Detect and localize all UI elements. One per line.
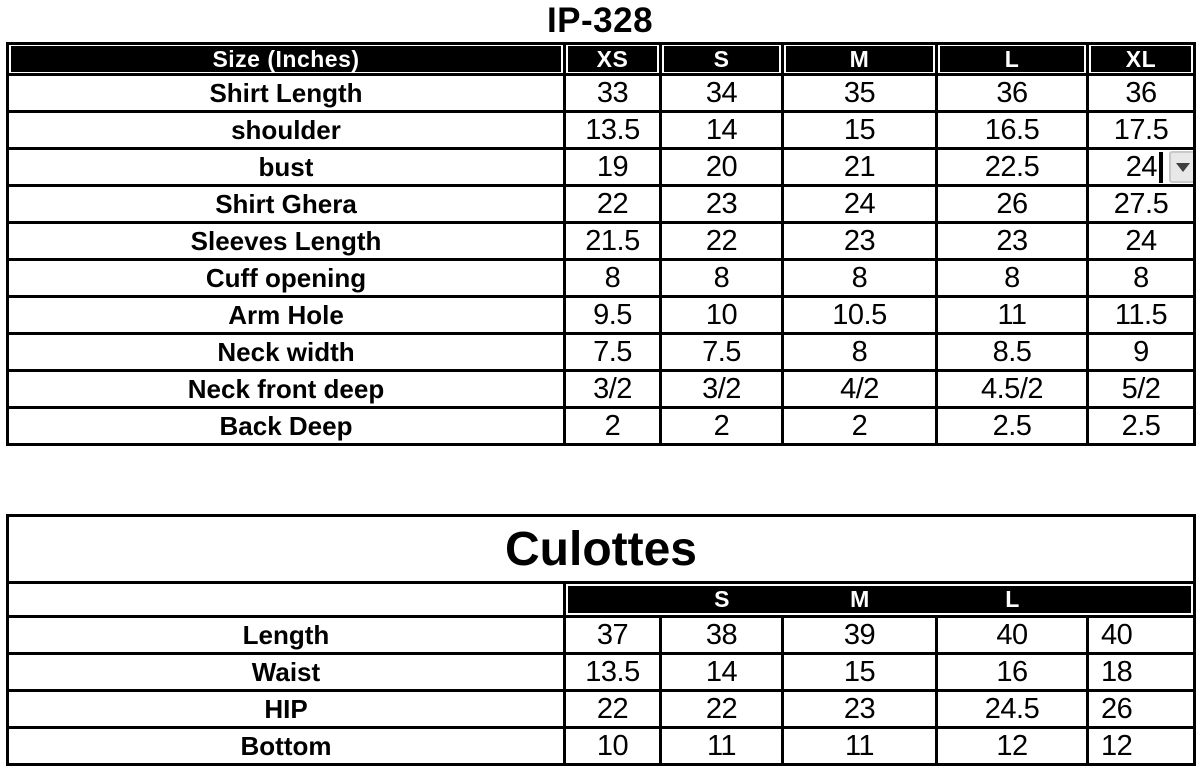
column-header-s: S (714, 586, 730, 612)
row-label-cell[interactable]: Neck front deep (8, 371, 565, 408)
sheet-title: IP-328 (546, 1, 654, 40)
size-value-cell[interactable]: 36 (937, 75, 1088, 112)
size-value-cell[interactable]: 39 (783, 617, 937, 654)
column-header-xs[interactable] (565, 44, 661, 75)
table-row (8, 186, 1195, 223)
size-value-cell[interactable]: 24.5 (937, 691, 1088, 728)
column-header-label (1088, 586, 1191, 613)
empty-header-cell[interactable] (8, 583, 565, 617)
size-value-cell[interactable]: 24 (783, 186, 937, 223)
column-header-label: M (786, 46, 933, 72)
size-value-cell[interactable]: 3/2 (661, 371, 783, 408)
size-value-cell[interactable]: 40 (937, 617, 1088, 654)
size-value-cell[interactable]: 4/2 (783, 371, 937, 408)
size-value-cell[interactable]: 12 (937, 728, 1088, 765)
size-value-cell[interactable]: 21 (783, 149, 937, 186)
dropdown-arrow-icon (1176, 163, 1190, 172)
size-value-cell[interactable]: 19 (565, 149, 661, 186)
size-value-cell[interactable]: 17.5 (1088, 112, 1195, 149)
size-value-cell[interactable]: 9 (1088, 334, 1195, 371)
table-row (8, 297, 1195, 334)
size-value-cell[interactable]: 14 (661, 112, 783, 149)
size-value-cell[interactable]: 11.5 (1088, 297, 1195, 334)
column-header-xl[interactable] (1088, 44, 1195, 75)
size-value-cell[interactable]: 8 (565, 260, 661, 297)
size-value-cell[interactable]: 13.5 (565, 654, 661, 691)
size-value-cell[interactable]: 2 (661, 408, 783, 445)
text-cursor (1159, 152, 1163, 183)
size-value-cell[interactable]: 2 (783, 408, 937, 445)
column-header-size-inches[interactable] (8, 44, 565, 75)
size-value-cell[interactable]: 26 (1088, 691, 1195, 728)
size-value-cell[interactable]: 22 (565, 691, 661, 728)
size-header-band[interactable] (565, 583, 1195, 617)
row-label-cell[interactable]: HIP (8, 691, 565, 728)
size-value-cell[interactable]: 7.5 (565, 334, 661, 371)
column-header-label: XL (1091, 46, 1191, 72)
size-value-cell[interactable]: 2 (565, 408, 661, 445)
size-value-cell[interactable]: 22.5 (937, 149, 1088, 186)
size-value-cell[interactable]: 10 (661, 297, 783, 334)
size-value-cell[interactable]: 11 (783, 728, 937, 765)
size-value-cell[interactable]: 35 (783, 75, 937, 112)
row-label-cell[interactable]: Waist (8, 654, 565, 691)
size-value-cell[interactable]: 10.5 (783, 297, 937, 334)
size-value-cell[interactable]: 5/2 (1088, 371, 1195, 408)
column-header-l: L (1005, 586, 1020, 612)
size-value-cell[interactable]: 2.5 (937, 408, 1088, 445)
size-value-cell[interactable]: 22 (565, 186, 661, 223)
size-value-cell[interactable]: 8 (1088, 260, 1195, 297)
header-row (8, 44, 1195, 75)
size-value-cell[interactable]: 8 (661, 260, 783, 297)
size-value-cell[interactable]: 16.5 (937, 112, 1088, 149)
size-value-cell[interactable]: 11 (937, 297, 1088, 334)
size-value-cell[interactable]: 2.5 (1088, 408, 1195, 445)
size-header-band-fill (568, 586, 1191, 613)
active-cell-value: 24 (1125, 150, 1157, 183)
row-label-cell[interactable]: Shirt Length (8, 75, 565, 112)
size-value-cell[interactable]: 33 (565, 75, 661, 112)
size-value-cell[interactable]: 8 (783, 260, 937, 297)
size-value-cell[interactable]: 3/2 (565, 371, 661, 408)
row-label-cell[interactable]: Neck width (8, 334, 565, 371)
dropdown-button[interactable] (1169, 151, 1195, 183)
size-value-cell[interactable]: 23 (661, 186, 783, 223)
column-header-label: Size (Inches) (11, 46, 561, 72)
table-row (8, 654, 1195, 691)
size-value-cell[interactable]: 38 (661, 617, 783, 654)
size-value-cell[interactable]: 24 (1088, 223, 1195, 260)
header-row (8, 583, 1195, 617)
column-header-label: S (664, 46, 779, 72)
size-value-cell[interactable]: 14 (661, 654, 783, 691)
size-value-cell[interactable]: 16 (937, 654, 1088, 691)
table-row (8, 223, 1195, 260)
size-value-cell[interactable]: 23 (937, 223, 1088, 260)
column-header-label: L (940, 46, 1084, 72)
row-label-cell[interactable]: Bottom (8, 728, 565, 765)
row-label-cell[interactable]: Back Deep (8, 408, 565, 445)
column-header-label: XS (568, 46, 657, 72)
size-value-cell[interactable]: 4.5/2 (937, 371, 1088, 408)
size-value-cell[interactable]: 21.5 (565, 223, 661, 260)
culottes-measurements-table (6, 514, 1196, 766)
size-value-cell[interactable]: 13.5 (565, 112, 661, 149)
table-row (8, 408, 1195, 445)
size-value-cell[interactable]: 15 (783, 112, 937, 149)
size-value-cell[interactable]: 8.5 (937, 334, 1088, 371)
row-label-cell[interactable]: shoulder (8, 112, 565, 149)
size-value-cell[interactable]: 22 (661, 223, 783, 260)
size-value-cell[interactable]: 9.5 (565, 297, 661, 334)
shirt-measurements-table (6, 42, 1196, 446)
culottes-title-row (8, 516, 1195, 583)
size-value-cell[interactable]: 34 (661, 75, 783, 112)
table-row (8, 371, 1195, 408)
column-header-s[interactable] (661, 44, 783, 75)
row-label-cell[interactable]: Length (8, 617, 565, 654)
size-value-cell[interactable]: 23 (783, 223, 937, 260)
size-value-cell[interactable]: 10 (565, 728, 661, 765)
table-row (8, 334, 1195, 371)
size-value-cell[interactable]: 11 (661, 728, 783, 765)
row-label-cell[interactable]: Arm Hole (8, 297, 565, 334)
size-value-cell[interactable]: 18 (1088, 654, 1195, 691)
active-editing-cell[interactable] (1088, 149, 1195, 186)
culottes-title: Culottes (8, 516, 1195, 583)
size-value-cell[interactable]: 40 (1088, 617, 1195, 654)
table-row (8, 728, 1195, 765)
size-value-cell[interactable]: 8 (937, 260, 1088, 297)
table-row (8, 112, 1195, 149)
row-label-cell[interactable]: Shirt Ghera (8, 186, 565, 223)
size-value-cell[interactable]: 36 (1088, 75, 1195, 112)
table-row (8, 260, 1195, 297)
column-header-m: M (850, 586, 870, 612)
size-value-cell[interactable]: 12 (1088, 728, 1195, 765)
size-value-cell[interactable]: 7.5 (661, 334, 783, 371)
size-value-cell[interactable]: 15 (783, 654, 937, 691)
table-row (8, 691, 1195, 728)
row-label-cell[interactable]: Cuff opening (8, 260, 565, 297)
size-value-cell[interactable]: 27.5 (1088, 186, 1195, 223)
column-header-label (568, 586, 661, 613)
table-row (8, 149, 1195, 186)
table-row (8, 75, 1195, 112)
row-label-cell[interactable]: bust (8, 149, 565, 186)
size-value-cell[interactable]: 22 (661, 691, 783, 728)
size-value-cell[interactable]: 20 (661, 149, 783, 186)
row-label-cell[interactable]: Sleeves Length (8, 223, 565, 260)
table-row (8, 617, 1195, 654)
column-header-l[interactable] (937, 44, 1088, 75)
size-value-cell[interactable]: 23 (783, 691, 937, 728)
size-value-cell[interactable]: 8 (783, 334, 937, 371)
size-value-cell[interactable]: 26 (937, 186, 1088, 223)
size-value-cell[interactable]: 37 (565, 617, 661, 654)
column-header-m[interactable] (783, 44, 937, 75)
